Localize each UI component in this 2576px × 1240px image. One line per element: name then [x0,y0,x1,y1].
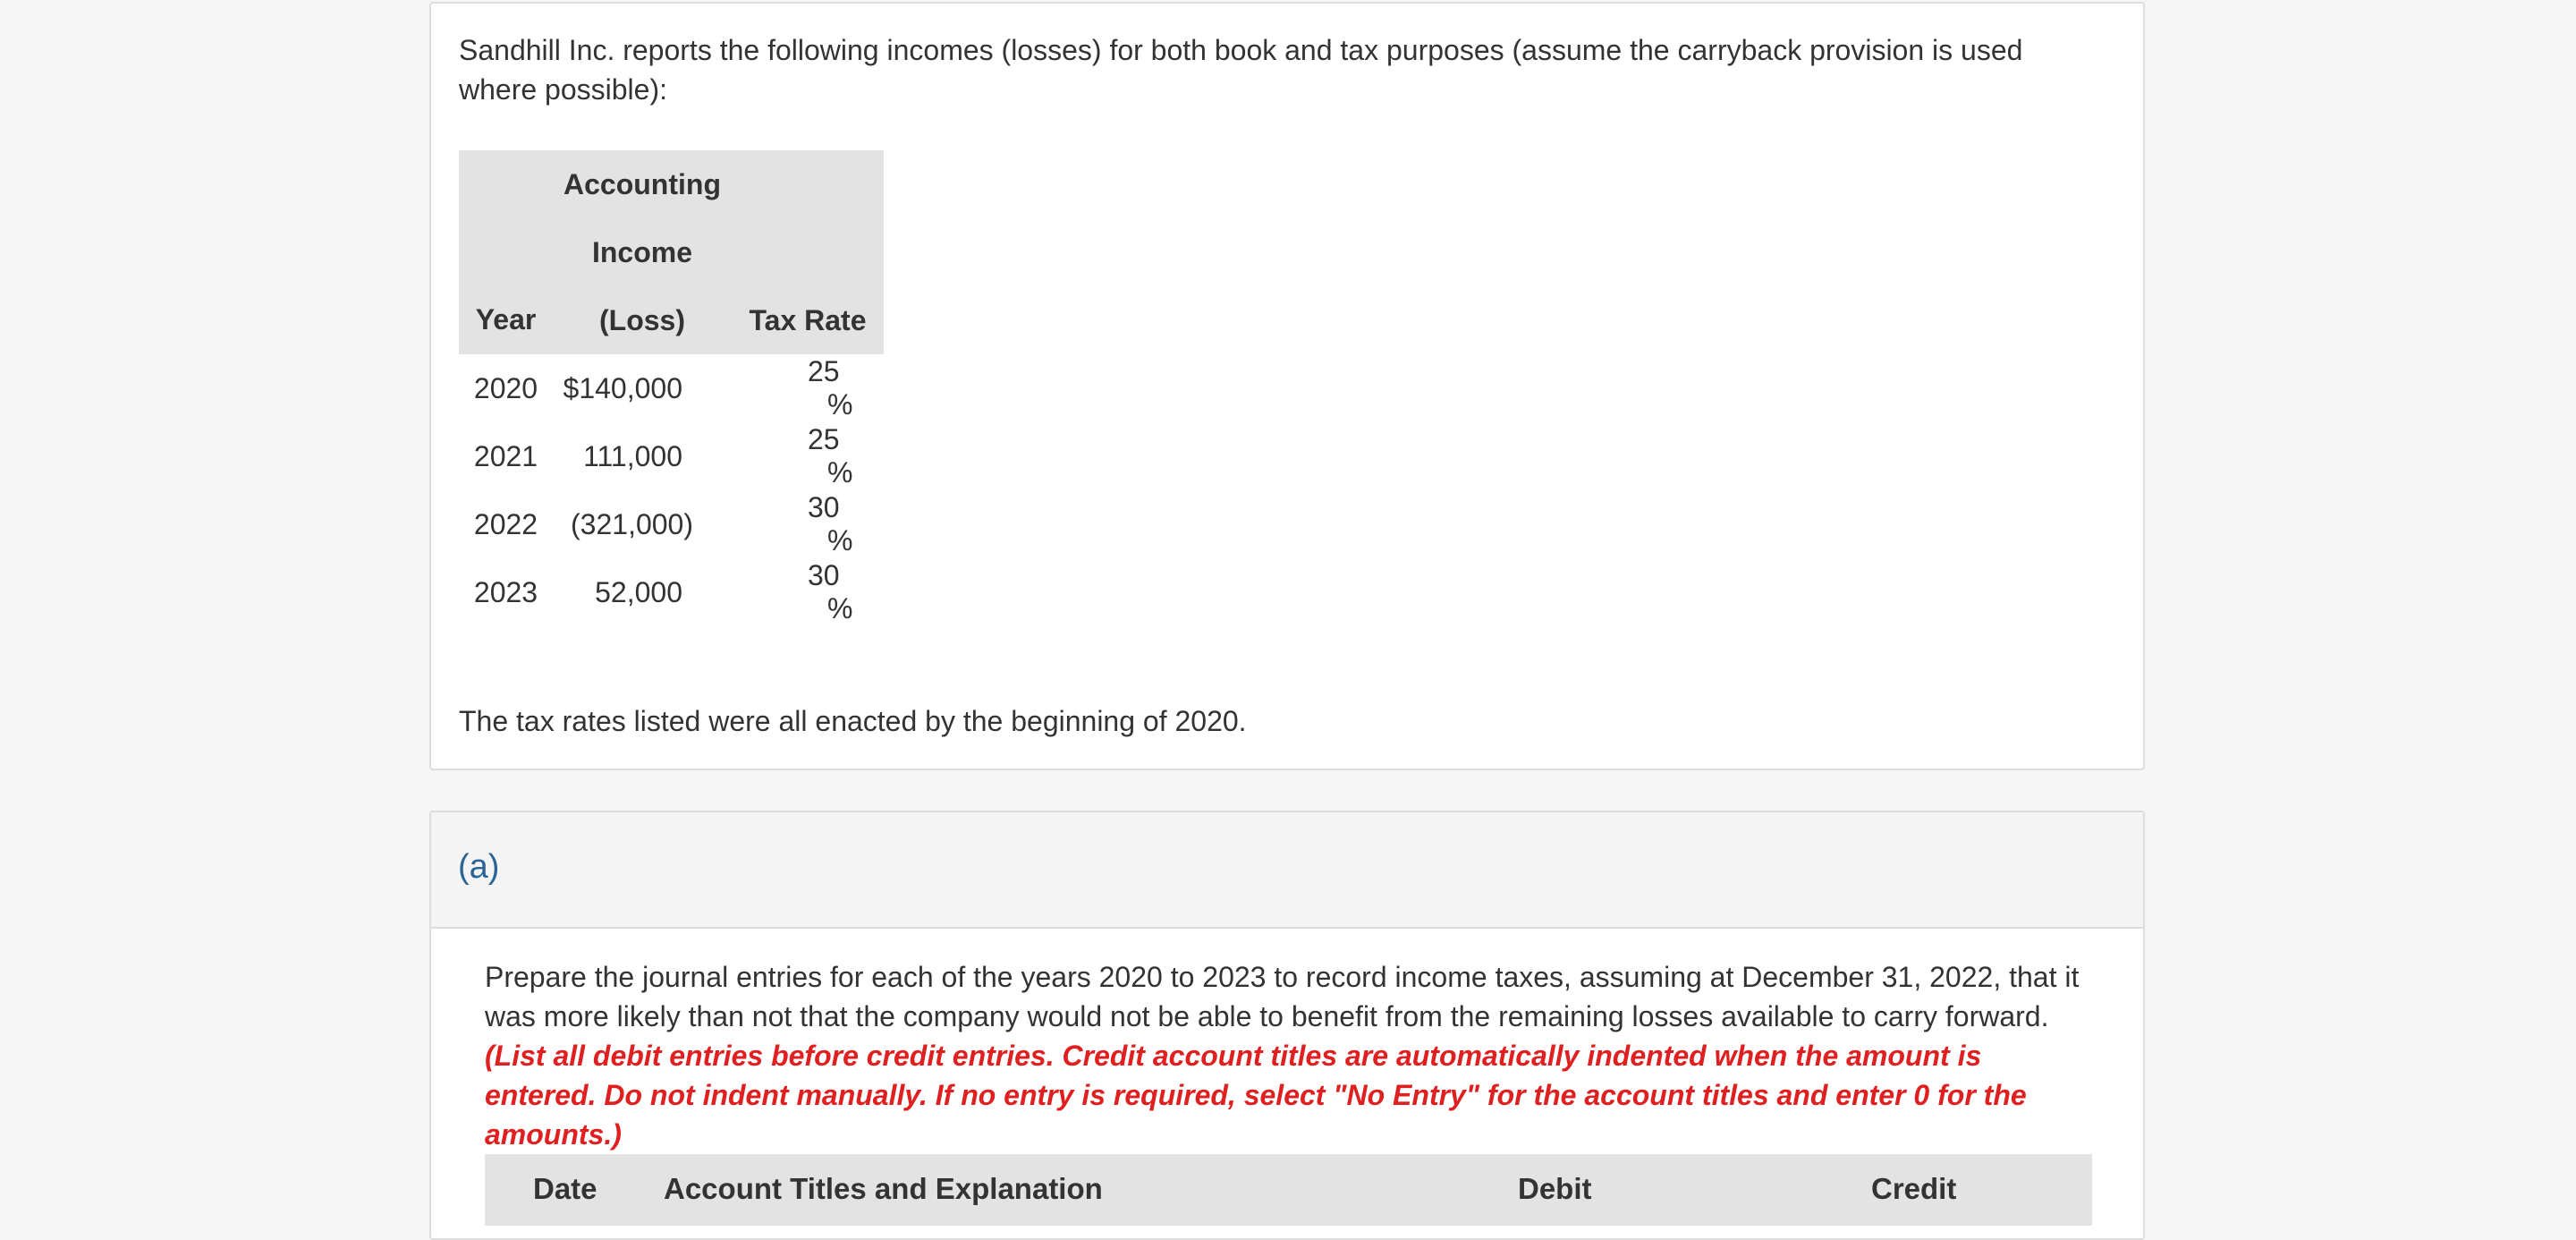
rate-value: 25 [808,355,840,387]
journal-header-date: Date [533,1172,597,1205]
rate-cell [732,558,884,626]
income-cell: 111,000 [583,439,682,472]
part-a-label: (a) [458,848,500,886]
part-a-instructions [485,957,2095,1154]
tax-rate-footnote: The tax rates listed were all enacted by the beginning of 2020. [459,705,1247,737]
rate-cell [732,354,884,422]
year-cell: 2021 [473,439,538,472]
part-a-header [431,812,2143,929]
rate-value: 25 [808,423,840,455]
table-row [459,490,884,558]
table-row [459,558,884,626]
header-year: Year [459,150,553,354]
year-cell: 2022 [473,507,538,540]
percent-sign: % [827,456,853,488]
income-tax-table [459,150,884,626]
income-cell: 52,000 [595,575,682,608]
rate-cell [732,422,884,490]
journal-table-header [485,1154,2092,1226]
table-row [459,354,884,422]
year-cell: 2020 [473,371,538,404]
rate-value: 30 [808,559,840,591]
journal-header-credit: Credit [1871,1172,1957,1205]
journal-header-debit: Debit [1518,1172,1592,1205]
problem-card [429,2,2145,770]
table-row [459,422,884,490]
header-income-line1: Accounting [553,150,732,218]
rate-value: 30 [808,491,840,523]
problem-intro: Sandhill Inc. reports the following incomes (losses) for both book and tax purposes (assume the carryback provision is used where possible): [459,34,2023,106]
instructions-red-note: (List all debit entries before credit entries. Credit account titles are automatically indented when the amount is entered. Do not indent manually. If no entry is required, select "No Entry" for the account titles and enter 0 for the amounts.) [485,1040,2027,1151]
header-income-line2: Income [553,218,732,286]
year-cell: 2023 [473,575,538,608]
percent-sign: % [827,592,853,624]
rate-cell [732,490,884,558]
income-cell: (321,000) [571,507,693,540]
percent-sign: % [827,524,853,556]
header-income-line3: (Loss) [553,286,732,354]
part-a-card [429,811,2145,1240]
percent-sign: % [827,388,853,420]
income-cell: $140,000 [563,371,682,404]
journal-header-account: Account Titles and Explanation [664,1172,1103,1205]
instructions-text: Prepare the journal entries for each of the years 2020 to 2023 to record income taxes, assuming at December 31, 2022, that it was more likely than not that the company would not be able to benefit from the remaining losses available to carry forward. [485,961,2080,1032]
header-tax-rate: Tax Rate [732,286,884,354]
